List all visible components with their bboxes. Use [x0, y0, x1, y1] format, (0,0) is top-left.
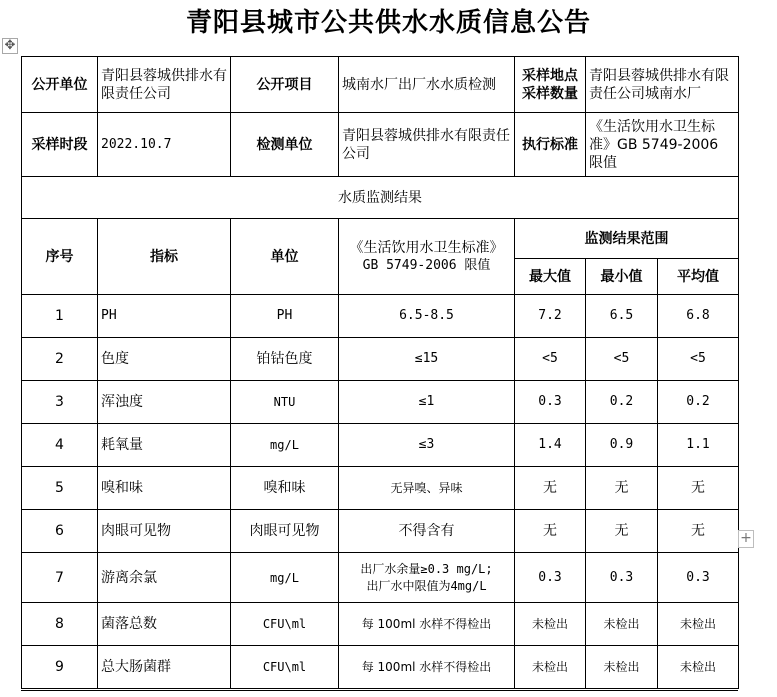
row-avg: 1.1: [658, 424, 739, 467]
tester-value: 青阳县蓉城供排水有限责任公司: [339, 113, 515, 177]
row-avg: 无: [658, 510, 739, 553]
header-limit: [339, 219, 515, 295]
row-limit: 不得含有: [339, 510, 515, 553]
section-title: 水质监测结果: [22, 177, 739, 219]
row-indicator: 嗅和味: [98, 467, 231, 510]
row-min: 0.9: [586, 424, 658, 467]
row-limit: 6.5-8.5: [339, 295, 515, 338]
row-no: 6: [22, 510, 98, 553]
table-move-icon[interactable]: ✥: [2, 38, 18, 54]
row-unit: CFU\ml: [231, 603, 339, 646]
row-max: 无: [515, 467, 586, 510]
row-indicator: 游离余氯: [98, 553, 231, 603]
header-indicator: 指标: [98, 219, 231, 295]
row-limit: [339, 553, 515, 603]
row-avg: 无: [658, 467, 739, 510]
publisher-value: 青阳县蓉城供排水有限责任公司: [98, 57, 231, 113]
standard-value: 《生活饮用水卫生标准》GB 5749-2006 限值: [586, 113, 739, 177]
row-min: 未检出: [586, 646, 658, 689]
row-avg: 未检出: [658, 646, 739, 689]
row-limit: 无异嗅、异味: [339, 467, 515, 510]
row-max: <5: [515, 338, 586, 381]
page-title: 青阳县城市公共供水水质信息公告: [185, 8, 591, 38]
row-no: 3: [22, 381, 98, 424]
row-indicator: 耗氧量: [98, 424, 231, 467]
water-quality-table: [21, 56, 739, 689]
tester-label: 检测单位: [231, 113, 339, 177]
add-column-icon[interactable]: +: [738, 530, 754, 548]
header-limit-line1: 《生活饮用水卫生标准》: [349, 239, 504, 256]
table-row: [22, 553, 739, 603]
header-range: 监测结果范围: [515, 219, 739, 259]
row-max: 0.3: [515, 381, 586, 424]
publisher-label: 公开单位: [22, 57, 98, 113]
row-unit: 嗅和味: [231, 467, 339, 510]
row-min: <5: [586, 338, 658, 381]
table-row: [22, 603, 739, 646]
row-unit: mg/L: [231, 424, 339, 467]
row-no: 8: [22, 603, 98, 646]
row-min: 无: [586, 510, 658, 553]
row-limit: ≤1: [339, 381, 515, 424]
item-label: 公开项目: [231, 57, 339, 113]
table-row: [22, 424, 739, 467]
row-max: 0.3: [515, 553, 586, 603]
table-row: [22, 381, 739, 424]
period-value: 2022.10.7: [98, 113, 231, 177]
row-max: 未检出: [515, 646, 586, 689]
row-avg: 未检出: [658, 603, 739, 646]
row-no: 9: [22, 646, 98, 689]
header-no: 序号: [22, 219, 98, 295]
row-avg: 0.2: [658, 381, 739, 424]
row-min: 无: [586, 467, 658, 510]
sampling-location-value: 青阳县蓉城供排水有限责任公司城南水厂: [586, 57, 739, 113]
row-avg: 0.3: [658, 553, 739, 603]
row-indicator: PH: [98, 295, 231, 338]
row-unit: CFU\ml: [231, 646, 339, 689]
row-unit: 肉眼可见物: [231, 510, 339, 553]
row-min: 未检出: [586, 603, 658, 646]
period-label: 采样时段: [22, 113, 98, 177]
table-row: [22, 295, 739, 338]
row-max: 未检出: [515, 603, 586, 646]
row-limit-line2: 出厂水中限值为4mg/L: [366, 578, 487, 593]
table-row: [22, 338, 739, 381]
header-min: 最小值: [586, 259, 658, 295]
row-min: 0.2: [586, 381, 658, 424]
row-unit: 铂钴色度: [231, 338, 339, 381]
table-row: [22, 510, 739, 553]
row-limit: 每 100ml 水样不得检出: [339, 646, 515, 689]
next-row-border: [21, 690, 738, 691]
sampling-location-label: 采样地点: [522, 67, 578, 84]
row-indicator: 肉眼可见物: [98, 510, 231, 553]
row-min: 6.5: [586, 295, 658, 338]
row-indicator: 色度: [98, 338, 231, 381]
item-value: 城南水厂出厂水水质检测: [339, 57, 515, 113]
row-limit: 每 100ml 水样不得检出: [339, 603, 515, 646]
row-no: 5: [22, 467, 98, 510]
row-indicator: 菌落总数: [98, 603, 231, 646]
row-limit: ≤15: [339, 338, 515, 381]
row-no: 4: [22, 424, 98, 467]
sampling-label: [515, 57, 586, 113]
row-max: 7.2: [515, 295, 586, 338]
table-row: [22, 467, 739, 510]
row-no: 2: [22, 338, 98, 381]
table-row: [22, 646, 739, 689]
row-avg: 6.8: [658, 295, 739, 338]
row-min: 0.3: [586, 553, 658, 603]
row-limit-line1: 出厂水余量≥0.3 mg/L;: [360, 561, 493, 576]
row-no: 1: [22, 295, 98, 338]
header-limit-line2: GB 5749-2006 限值: [362, 257, 491, 273]
row-no: 7: [22, 553, 98, 603]
sampling-count-label: 采样数量: [522, 85, 578, 102]
standard-label: 执行标准: [515, 113, 586, 177]
row-max: 1.4: [515, 424, 586, 467]
header-unit: 单位: [231, 219, 339, 295]
row-indicator: 总大肠菌群: [98, 646, 231, 689]
row-unit: PH: [231, 295, 339, 338]
header-max: 最大值: [515, 259, 586, 295]
row-indicator: 浑浊度: [98, 381, 231, 424]
row-limit: ≤3: [339, 424, 515, 467]
header-avg: 平均值: [658, 259, 739, 295]
row-max: 无: [515, 510, 586, 553]
row-unit: NTU: [231, 381, 339, 424]
row-unit: mg/L: [231, 553, 339, 603]
row-avg: <5: [658, 338, 739, 381]
